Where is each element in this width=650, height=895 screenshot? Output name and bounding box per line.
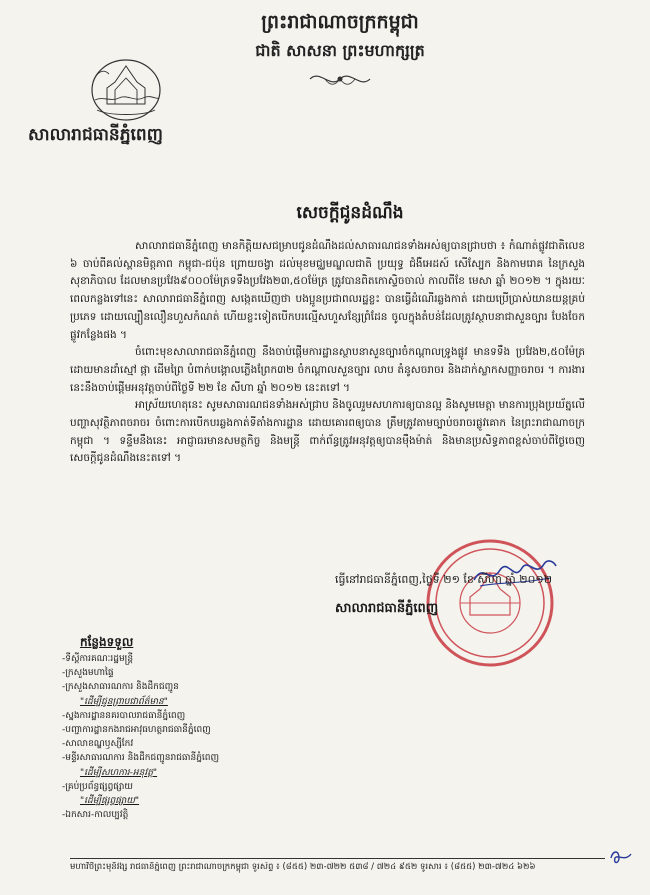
body-paragraph: សាលារាជធានីភ្នំពេញ មានកិត្តិយសជម្រាបជូនដំណឹងដល់សាធារណជនទាំងអស់ឲ្យបានជ្រាបថា ៖ កំណាត់ផ្លូវជាតិលេខ ៦ ចាប់ពីគល់ស្ពានមិត្តភាព កម្ពុជា-ជប៉ុន ព្រោយចង្វា ដល់មុខមជ្ឈមណ្ឌលជាតិ ប្រយុទ្ធ ជំងឺអេដស៍ សើស្បែក និងកាមរោគ នៃក្រសួងសុខាភិបាល ដែលមានប្រវែង៩០០០ម៉ែត្រទទឹងប្រវែង២៣,៥០ម៉ែត្រ ត្រូវបានពិតកោស្ទិចចាល់ កាលពីខែ មេសា ឆ្នាំ ២០១២ ។ ក្នុងរយៈពេលកន្លងទៅនេះ សាលារាជធានីភ្នំពេញ សង្កេតឃើញថា បងប្អូនប្រជាពលរដ្ឋខ្លះ បានធ្វើដំណើរឆ្លងកាត់ ដោយប្រើប្រាស់យានយន្តគ្រប់ប្រភេទ ដោយល្បឿនលឿនហួសកំណត់ ហើយខ្លះទៀតបើកបរល្មើសហួសខ្សែព្រំដែន ចូលក្នុងតំបន់ដែលត្រូវស្ថាបនាជាសួនច្បារ បែងចែកផ្លូវកន្លែងផង ។ [70,240,585,341]
notice-body [70,238,585,468]
notice-title: សេចក្តីជូនដំណឹង [296,203,404,223]
recipient-item: -សាលាខណ្ឌឫស្សីកែវ [62,739,134,750]
signer-name: សាលារាជធានីភ្នំពេញ [335,601,439,616]
body-paragraph: ចំពោះមុខសាលារាជធានីភ្នំពេញ នឹងចាប់ផ្តើមការដ្ឋានស្ថាបនាសួនច្បារចំកណ្តាលទ្រូងផ្លូវ មានទទឹង ប្រវែង២,៥០ម៉ែត្រ ដោយមានដាំស្មៅ ផ្កា ដើមព្រៃ បំពាក់បង្គោលភ្លើងព្រែក៣២ ចំកណ្តាលសួនច្បារ លាប តំនូសចរាចរ និងដាក់ស្លាកសញ្ញាចរាចរ ។ ការងារនេះនឹងចាប់ផ្តើមអនុវត្តចាប់ពីថ្ងៃទី ២២ ខែ សីហា ឆ្នាំ ២០១២ នេះតទៅ ។ [70,346,585,394]
recipient-purpose: "ដើម្បីផ្សព្វផ្សាយ" [80,796,140,807]
footer-divider [70,858,605,859]
recipient-item: -ស្នងការដ្ឋាននគរបាលរាជធានីភ្នំពេញ [62,710,186,721]
recipient-purpose: "ដើម្បីសហការ-អនុវត្ត" [80,767,158,778]
national-motto: ជាតិ សាសនា ព្រះមហាក្សត្រ [255,41,425,60]
recipient-item: -គ្រប់ប្រព័ន្ធផ្សព្វផ្សាយ [62,781,133,792]
body-paragraph: អាស្រ័យហេតុនេះ សូមសាធារណជនទាំងអស់ជ្រាប និងចូលរួមសហការឲ្យបានល្អ និងសូមមេត្តា មានការប្រុងប្រយ័ត្នលើបញ្ហាសុវត្ថិភាពចរាចរ ចំពោះការបើកបរឆ្លងកាត់ទីតាំងការដ្ឋាន ដោយគោរពឲ្យបាន ត្រឹមត្រូវតាមច្បាប់ចរាចរផ្លូវគោក នៃព្រះរាជាណាចក្រកម្ពុជា ។ ទន្ទឹមនឹងនេះ អាជ្ញាធរមានសមត្ថកិច្ច និងមន្ត្រី ពាក់ព័ន្ធត្រូវអនុវត្តឲ្យបានម៉ឺងម៉ាត់ និងមានប្រសិទ្ធភាពខ្ពស់ចាប់ពីថ្ងៃចេញសេចក្តីជូនដំណឹងនេះតទៅ ។ [70,399,585,465]
footer-address: មហាវិថីព្រះមុនីវង្ស រាជធានីភ្នំពេញ ព្រះរាជាណាចក្រកម្ពុជា ទូរស័ព្ទ ៖ (៨៥៥) ២៣-៧២២ ៥៣៨ / ៧២៤ ៩៥២ ទូរសារ ៖ (៨៥៥) ២៣-៧២៤ ៦២៦ [70,862,536,872]
recipient-item: -បញ្ជាការដ្ឋានកងរាជអាវុធហត្ថរាជធានីភ្នំពេញ [62,725,211,736]
handwritten-mark-icon [607,846,635,868]
recipient-item: -ក្រសួងមហាផ្ទៃ [62,668,114,679]
recipient-purpose: "ដើម្បីជូនព្រាបជាព័ត៌មាន" [80,696,168,707]
city-emblem-icon [85,52,167,124]
recipients-list [62,652,382,822]
recipient-item: -មន្ទីរសាធារណការ និងដឹកជញ្ជូនរាជធានីភ្នំពេញ [62,753,220,764]
recipient-item: -ក្រសួងសាធារណការ និងដឹកជញ្ជូន [62,682,179,693]
ornament-flourish-icon [305,64,375,94]
recipients-heading: កន្លែងទទួល [80,635,134,649]
place-and-date: ធ្វើនៅរាជធានីភ្នំពេញ,ថ្ងៃទី ២១ ខែ សីហា ឆ្នាំ ២០១២ [335,573,553,586]
recipient-item: -ឯកសារ-កាលប្បវត្តិ [62,810,129,821]
kingdom-heading: ព្រះរាជាណាចក្រកម្ពុជា [261,11,419,33]
recipient-item: -ទីស្តីការគណៈរដ្ឋមន្ត្រី [62,654,134,664]
issuer-name: សាលារាជធានីភ្នំពេញ [28,125,163,145]
